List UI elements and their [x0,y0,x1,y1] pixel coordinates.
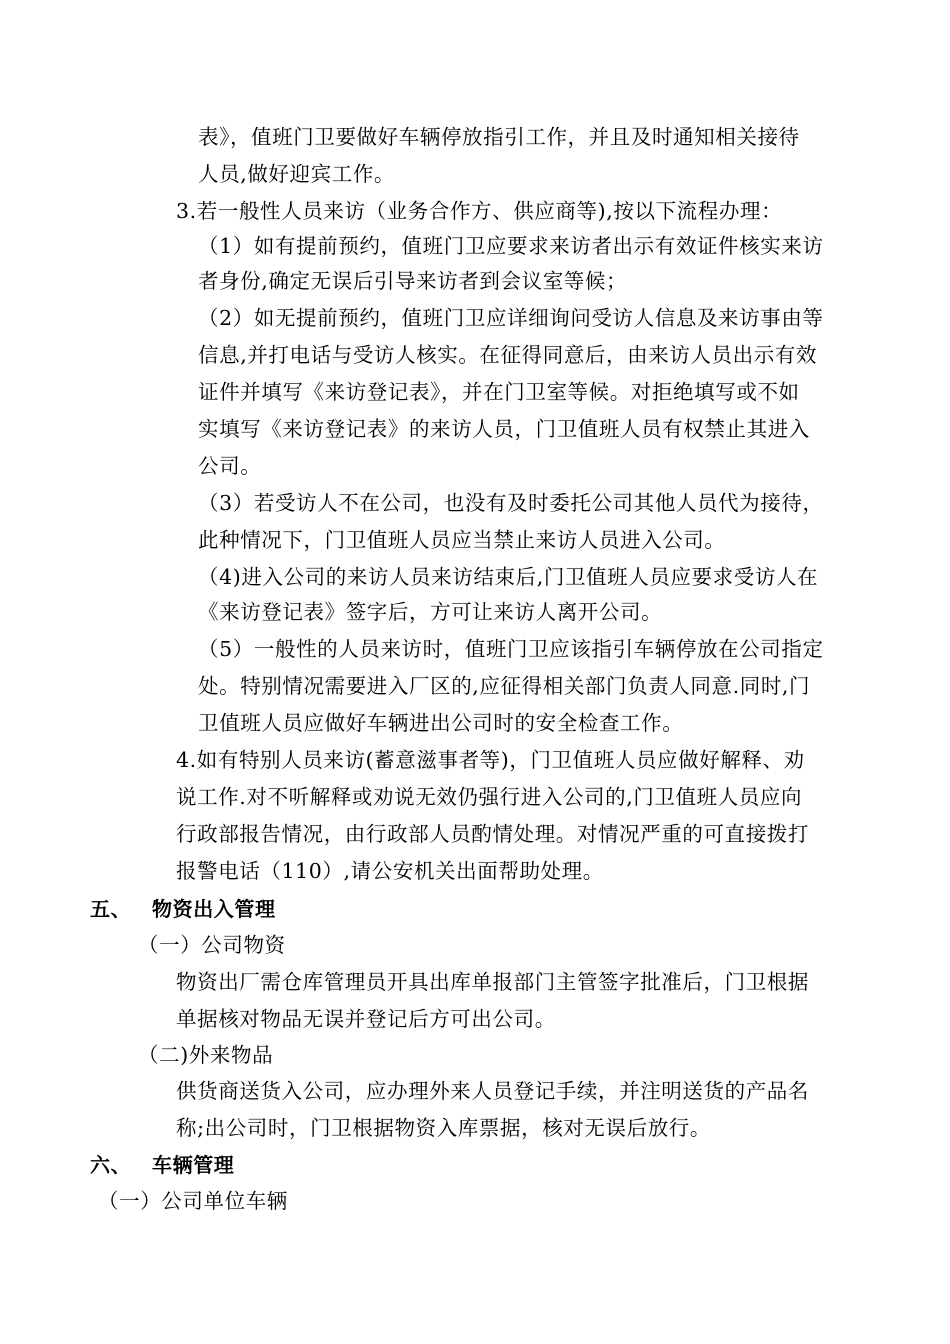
sub-item-line: （1）如有提前预约，值班门卫应要求来访者出示有效证件核实来访 [198,234,824,258]
section-title: 物资出入管理 [152,897,276,921]
sub-item-line: 公司。 [198,454,262,478]
paragraph-line: 表》，值班门卫要做好车辆停放指引工作，并且及时通知相关接待 [198,125,800,149]
section-number: 五、 [90,897,132,921]
sub-item-line: 卫值班人员应做好车辆进出公司时的安全检查工作。 [198,711,684,735]
list-item-title: 3.若一般性人员来访（业务合作方、供应商等),按以下流程办理： [176,199,783,223]
paragraph-line: 单据核对物品无误并登记后方可出公司。 [176,1007,556,1031]
sub-item-line: 者身份,确定无误后引导来访者到会议室等候； [198,269,628,293]
list-item-line: 4.如有特别人员来访(蓄意滋事者等)，门卫值班人员应做好解释、劝 [176,748,805,772]
section-number: 六、 [90,1153,132,1177]
sub-item-line: （5）一般性的人员来访时，值班门卫应该指引车辆停放在公司指定 [198,637,824,661]
paragraph-line: 物资出厂需仓库管理员开具出库单报部门主管签字批准后，门卫根据 [176,970,809,994]
sub-item-line: （4)进入公司的来访人员来访结束后,门卫值班人员应要求受访人在 [198,565,819,589]
sub-item-line: （3）若受访人不在公司，也没有及时委托公司其他人员代为接待， [198,491,824,515]
subsection-title: （二)外来物品 [138,1043,274,1067]
sub-item-line: 信息,并打电话与受访人核实。在征得同意后，由来访人员出示有效 [198,343,818,367]
subsection-title: （一）公司单位车辆 [98,1189,288,1213]
subsection-title: （一）公司物资 [138,933,286,957]
section-heading [90,894,276,924]
sub-item-line: 证件并填写《来访登记表》，并在门卫室等候。对拒绝填写或不如 [198,380,800,404]
sub-item-line: 《来访登记表》签字后，方可让来访人离开公司。 [198,600,663,624]
paragraph-line: 称;出公司时，门卫根据物资入库票据，核对无误后放行。 [176,1116,712,1140]
section-title: 车辆管理 [152,1153,235,1177]
sub-item-line: 处。特别情况需要进入厂区的,应征得相关部门负责人同意.同时,门 [198,674,811,698]
sub-item-line: 实填写《来访登记表》的来访人员，门卫值班人员有权禁止其进入 [198,417,810,441]
sub-item-line: （2）如无提前预约，值班门卫应详细询问受访人信息及来访事由等 [198,306,824,330]
paragraph-line: 人员,做好迎宾工作。 [198,162,396,186]
list-item-line: 行政部报告情况，由行政部人员酌情处理。对情况严重的可直接拨打 [176,822,809,846]
section-heading [90,1150,234,1180]
paragraph-line: 供货商送货入公司，应办理外来人员登记手续，并注明送货的产品名 [176,1079,809,1103]
list-item-line: 报警电话（110）,请公安机关出面帮助处理。 [176,859,604,883]
list-item-line: 说工作.对不听解释或劝说无效仍强行进入公司的,门卫值班人员应向 [176,785,803,809]
sub-item-line: 此种情况下，门卫值班人员应当禁止来访人员进入公司。 [198,528,726,552]
